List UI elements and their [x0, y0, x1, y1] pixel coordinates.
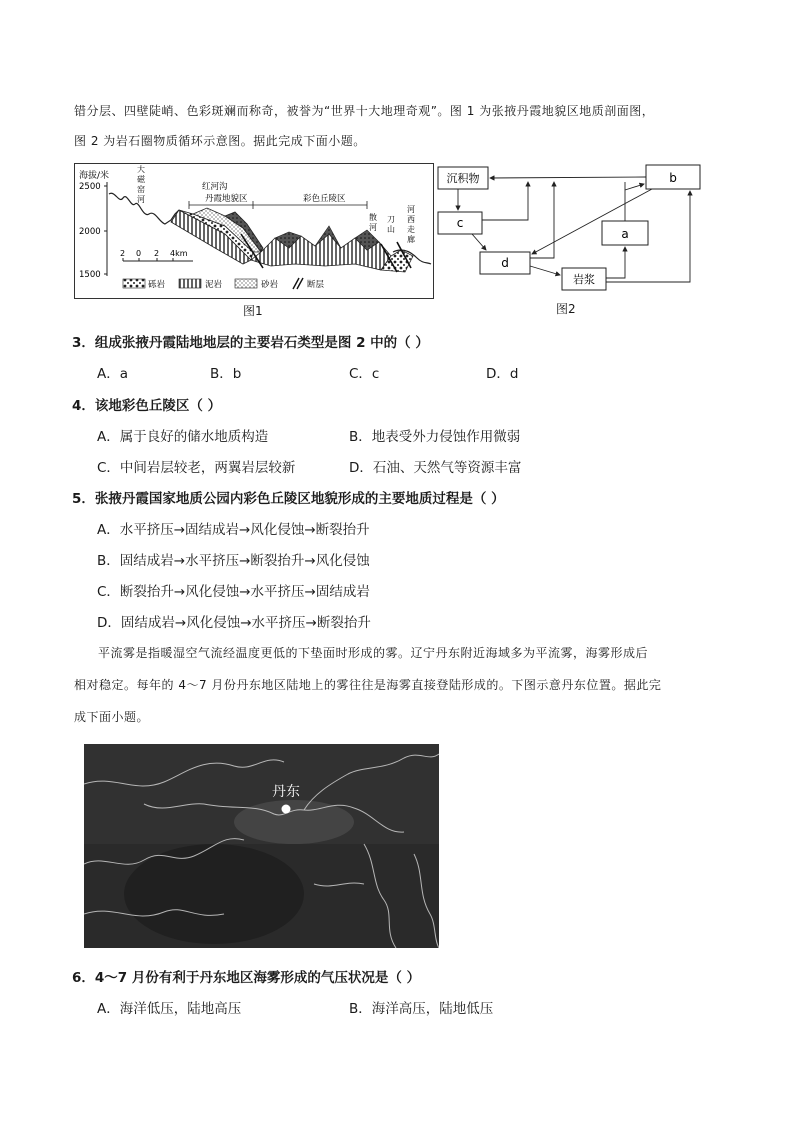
q3-option-b[interactable]: B．b	[210, 366, 242, 382]
map-city-label: 丹东	[272, 784, 300, 800]
q4-option-c[interactable]: C．中间岩层较老，两翼岩层较新	[97, 460, 296, 476]
cross-section-svg	[75, 164, 433, 298]
scale-tick-3: 2	[154, 249, 160, 258]
label-c: c	[456, 216, 464, 230]
legend-fault: 断层	[307, 280, 325, 290]
figure-2-caption: 图2	[556, 302, 576, 316]
label-sanhe-1: 散	[369, 213, 377, 222]
arrow-d-to-sediment	[530, 182, 554, 258]
label-daci-1: 大	[137, 165, 145, 174]
figure-1-cross-section	[74, 163, 434, 299]
legend-mudstone: 泥岩	[205, 280, 223, 290]
q3-stem: 3．组成张掖丹霞陆地地层的主要岩石类型是图 2 中的（ ）	[72, 335, 429, 351]
rock-cycle-svg	[432, 160, 704, 295]
scale-tick-4: 4km	[170, 249, 188, 258]
y-tick-2500: 2500	[79, 182, 101, 192]
q5-option-c[interactable]: C．断裂抬升→风化侵蚀→水平挤压→固结成岩	[97, 584, 370, 600]
q5-stem: 5．张掖丹霞国家地质公园内彩色丘陵区地貌形成的主要地质过程是（ ）	[72, 491, 505, 507]
q4-option-b[interactable]: B．地表受外力侵蚀作用微弱	[349, 429, 521, 445]
y-axis-title: 海拔/米	[79, 171, 110, 181]
q4-option-a[interactable]: A．属于良好的储水地质构造	[97, 429, 269, 445]
label-danxia: 丹霞地貌区	[205, 194, 248, 204]
q3-option-a[interactable]: A．a	[97, 366, 129, 382]
map-svg	[84, 744, 439, 948]
dandong-marker-icon	[282, 805, 291, 814]
q5-option-b[interactable]: B．固结成岩→水平挤压→断裂抬升→风化侵蚀	[97, 553, 370, 569]
label-caise: 彩色丘陵区	[303, 194, 346, 204]
figure-1-caption: 图1	[243, 304, 263, 318]
intro2-line-1: 平流雾是指暖湿空气流经温度更低的下垫面时形成的雾。辽宁丹东附近海域多为平流雾，海雾形成后	[98, 646, 649, 660]
conglomerate-pattern-icon	[123, 279, 145, 288]
arrow-a-to-b	[625, 184, 644, 190]
scale-tick-1: 2	[120, 249, 126, 258]
arrow-c-to-sediment	[482, 182, 528, 220]
q6-option-b[interactable]: B．海洋高压，陆地低压	[349, 1001, 494, 1017]
intro-line-2: 图 2 为岩石圈物质循环示意图。据此完成下面小题。	[74, 134, 366, 148]
label-d: d	[501, 256, 509, 270]
label-sediment: 沉积物	[446, 172, 480, 185]
arrow-b-to-sediment	[490, 177, 646, 178]
scale-tick-2: 0	[136, 249, 142, 258]
arrow-d-to-magma	[530, 266, 560, 275]
label-daci-4: 河	[137, 195, 145, 204]
label-magma: 岩浆	[573, 273, 595, 286]
arrow-c-to-d	[472, 234, 486, 250]
legend-conglomerate: 砾岩	[148, 280, 166, 290]
intro2-line-3: 成下面小题。	[74, 710, 150, 724]
label-a: a	[621, 227, 629, 241]
q5-option-a[interactable]: A．水平挤压→固结成岩→风化侵蚀→断裂抬升	[97, 522, 370, 538]
y-tick-1500: 1500	[79, 270, 101, 280]
label-sanhe-2: 河	[369, 223, 377, 232]
sandstone-pattern-icon	[235, 279, 257, 288]
figure-2-rock-cycle	[432, 160, 704, 295]
q5-option-d[interactable]: D．固结成岩→风化侵蚀→水平挤压→断裂抬升	[97, 615, 371, 631]
label-daci-3: 窑	[137, 185, 145, 194]
label-hexi-4: 廊	[407, 235, 415, 244]
label-hexi-2: 西	[407, 215, 415, 224]
label-hexi-1: 河	[407, 205, 415, 214]
q4-option-d[interactable]: D．石油、天然气等资源丰富	[349, 460, 522, 476]
label-hexi-3: 走	[407, 225, 415, 234]
intro2-line-2: 相对稳定。每年的 4～7 月份丹东地区陆地上的雾往往是海雾直接登陆形成的。下图示意丹东位置。据此完	[74, 678, 662, 692]
q3-option-c[interactable]: C．c	[349, 366, 380, 382]
label-daoshan-1: 刀	[387, 215, 395, 224]
mudstone-pattern-icon	[179, 279, 201, 288]
y-tick-2000: 2000	[79, 227, 101, 237]
q6-stem: 6．4～7 月份有利于丹东地区海雾形成的气压状况是（ ）	[72, 970, 421, 986]
label-b: b	[669, 171, 677, 185]
q4-stem: 4．该地彩色丘陵区（ ）	[72, 398, 222, 414]
q6-option-a[interactable]: A．海洋低压，陆地高压	[97, 1001, 242, 1017]
arrow-magma-to-a	[606, 247, 625, 278]
dandong-map	[84, 744, 439, 948]
q3-option-d[interactable]: D．d	[486, 366, 519, 382]
label-honghegou: 红河沟	[202, 182, 228, 192]
legend-sandstone: 砂岩	[261, 280, 279, 290]
label-daci-2: 磁	[137, 175, 145, 184]
intro-line-1: 错分层、四壁陡峭、色彩斑斓而称奇，被誉为“世界十大地理奇观”。图 1 为张掖丹霞地貌区地质剖面图，	[74, 104, 655, 118]
label-daoshan-2: 山	[387, 225, 395, 234]
